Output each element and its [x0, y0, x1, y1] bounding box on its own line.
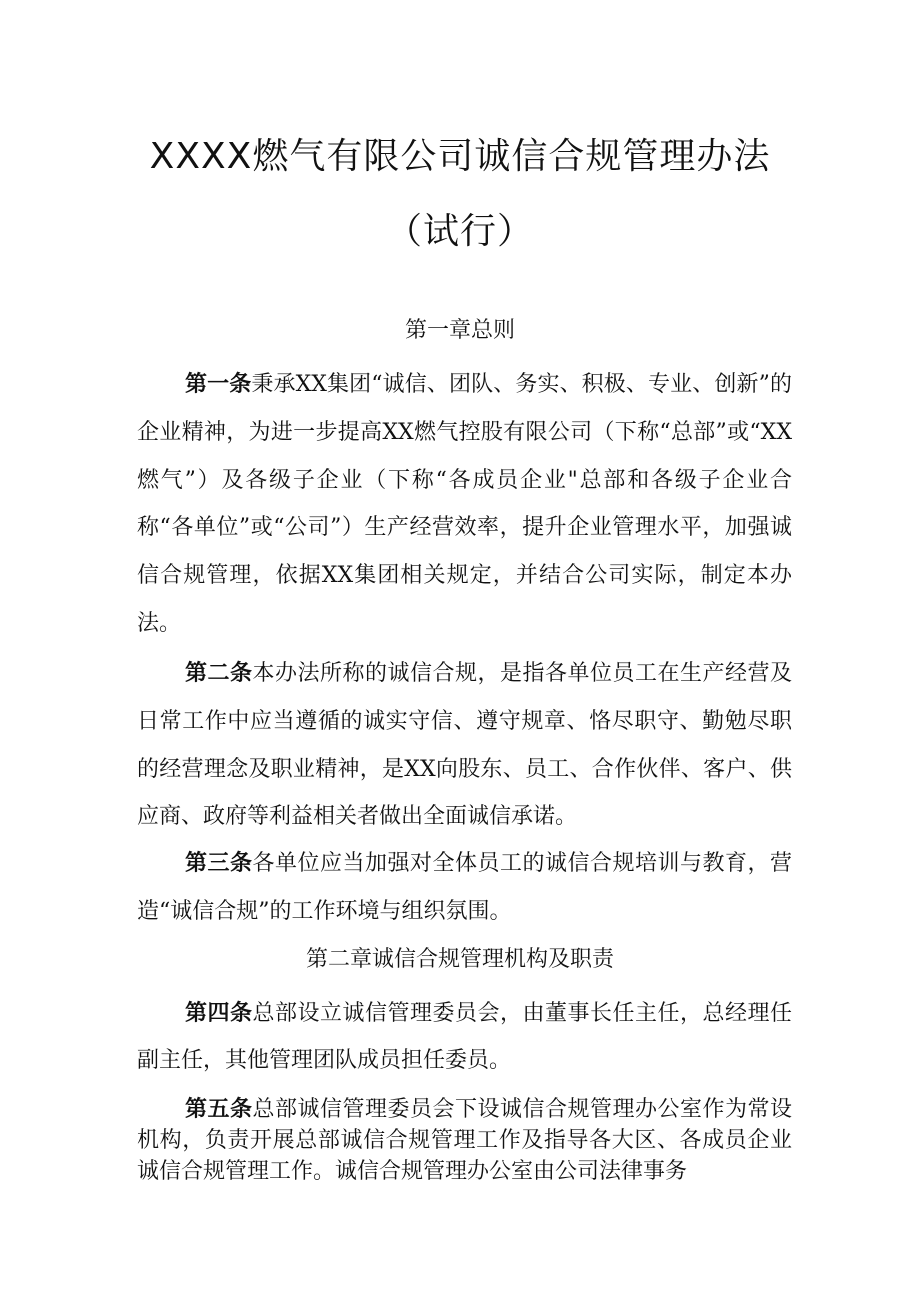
article-4 — [137, 990, 792, 1084]
article-3 — [137, 840, 792, 936]
article-5-text: 总部诚信管理委员会下设诚信合规管理办公室作为常设机构，负责开展总部诚信合规管理工作及指导各大区、各成员企业诚信合规管理工作。诚信合规管理办公室由公司法律事务 — [137, 1097, 792, 1184]
article-1 — [137, 361, 792, 648]
article-1-label: 第一条 — [185, 372, 252, 397]
chapter-2-heading: 第二章诚信合规管理机构及职责 — [305, 947, 614, 972]
article-3-label: 第三条 — [185, 851, 253, 876]
article-4-text: 总部设立诚信管理委员会，由董事长任主任，总经理任副主任，其他管理团队成员担任委员。 — [137, 1001, 792, 1073]
article-2 — [137, 650, 792, 841]
article-3-text: 各单位应当加强对全体员工的诚信合规培训与教育，营造“诚信合规”的工作环境与组织氛围。 — [137, 851, 792, 924]
chapter-1-heading: 第一章总则 — [404, 318, 515, 343]
article-5 — [137, 1094, 792, 1187]
article-5-label: 第五条 — [185, 1097, 253, 1122]
article-4-label: 第四条 — [185, 1001, 253, 1026]
article-2-text: 本办法所称的诚信合规，是指各单位员工在生产经营及日常工作中应当遵循的诚实守信、遵守规章、恪尽职守、勤勉尽职的经营理念及职业精神，是XX向股东、员工、合作伙伴、客户、供应商、政府等利益相关者做出全面诚信承诺。 — [137, 661, 792, 830]
article-2-label: 第二条 — [185, 661, 253, 686]
article-1-text: 秉承XX集团“诚信、团队、务实、积极、专业、创新”的企业精神，为进一步提高XX燃气控股有限公司（下称“总部”或“XX燃气”）及各级子企业（下称“各成员企业"总部和各级子企业合称“各单位”或“公司”）生产经营效率，提升企业管理水平，加强诚信合规管理，依据XX集团相关规定，并结合公司实际，制定本办法。 — [137, 372, 792, 636]
document-title: XXXX燃气有限公司诚信合规管理办法 — [149, 136, 771, 177]
document-subtitle: （试行） — [385, 211, 534, 252]
